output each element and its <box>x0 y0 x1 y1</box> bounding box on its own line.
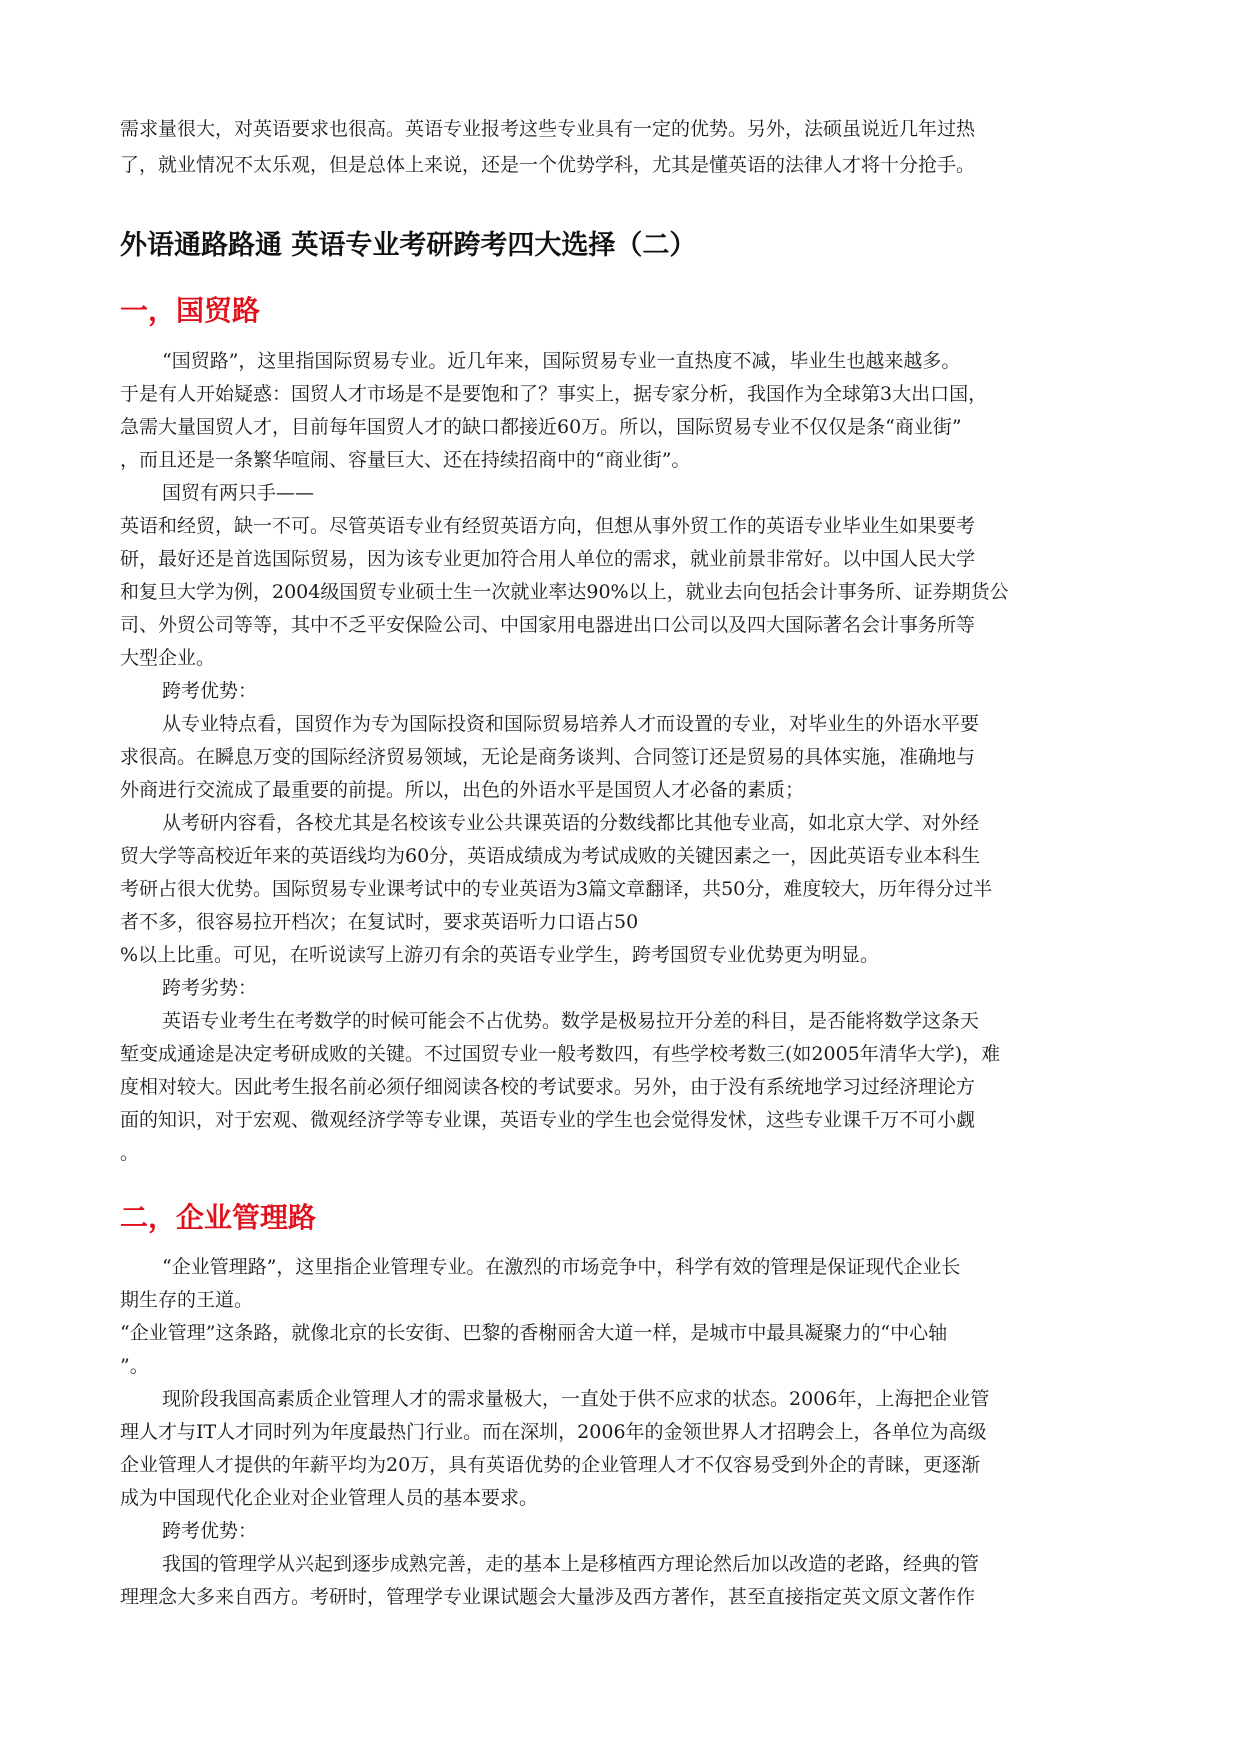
paragraph-line: 从考研内容看，各校尤其是名校该专业公共课英语的分数线都比其他专业高，如北京大学、对外经 <box>162 812 980 834</box>
intro-line: 了，就业情况不太乐观，但是总体上来说，还是一个优势学科，尤其是懂英语的法律人才将十分抢手。 <box>120 154 976 176</box>
intro-line: 需求量很大，对英语要求也很高。英语专业报考这些专业具有一定的优势。另外，法硕虽说近几年过热 <box>120 118 976 140</box>
paragraph-line: 我国的管理学从兴起到逐步成熟完善，走的基本上是移植西方理论然后加以改造的老路，经典的管 <box>162 1553 980 1575</box>
section-heading-trade: 一，国贸路 <box>120 294 261 327</box>
paragraph-line: 于是有人开始疑惑：国贸人才市场是不是要饱和了？事实上，据专家分析，我国作为全球第3大出口国， <box>120 383 988 405</box>
paragraph-line: “企业管理路”，这里指企业管理专业。在激烈的市场竞争中，科学有效的管理是保证现代企业长 <box>162 1256 961 1278</box>
paragraph-line: 。 <box>120 1142 140 1164</box>
subheading-advantage: 跨考优势： <box>162 680 258 702</box>
paragraph-line: 司、外贸公司等等，其中不乏平安保险公司、中国家用电器进出口公司以及四大国际著名会计事务所等 <box>120 614 976 636</box>
paragraph-line: 贸大学等高校近年来的英语线均为60分，英语成绩成为考试成败的关键因素之一，因此英语专业本科生 <box>120 845 981 867</box>
subheading-advantage: 跨考优势： <box>162 1520 258 1542</box>
paragraph-line: 面的知识，对于宏观、微观经济学等专业课，英语专业的学生也会觉得发怵，这些专业课千万不可小觑 <box>120 1109 976 1131</box>
paragraph-line: 现阶段我国高素质企业管理人才的需求量极大，一直处于供不应求的状态。2006年，上海把企业管 <box>162 1388 990 1410</box>
paragraph-line: 国贸有两只手—— <box>162 482 315 504</box>
paragraph-line: 英语和经贸，缺一不可。尽管英语专业有经贸英语方向，但想从事外贸工作的英语专业毕业生如果要考 <box>120 515 976 537</box>
paragraph-line: 大型企业。 <box>120 647 216 669</box>
paragraph-line: 期生存的王道。 <box>120 1289 254 1311</box>
paragraph-line: ”。 <box>120 1355 149 1377</box>
paragraph-line: 考研占很大优势。国际贸易专业课考试中的专业英语为3篇文章翻译，共50分，难度较大，历年得分过半 <box>120 878 993 900</box>
paragraph-line: %以上比重。可见，在听说读写上游刃有余的英语专业学生，跨考国贸专业优势更为明显。 <box>120 944 880 966</box>
paragraph-line: 从专业特点看，国贸作为专为国际投资和国际贸易培养人才而设置的专业，对毕业生的外语水平要 <box>162 713 980 735</box>
subheading-disadvantage: 跨考劣势： <box>162 977 258 999</box>
section-heading-management: 二，企业管理路 <box>120 1201 317 1234</box>
article-title: 外语通路路通 英语专业考研跨考四大选择（二） <box>120 230 697 261</box>
paragraph-line: 求很高。在瞬息万变的国际经济贸易领域，无论是商务谈判、合同签订还是贸易的具体实施，准确地与 <box>120 746 976 768</box>
paragraph-line: “企业管理”这条路，就像北京的长安街、巴黎的香榭丽舍大道一样，是城市中最具凝聚力的“中心轴 <box>120 1322 948 1344</box>
paragraph-line: 和复旦大学为例，2004级国贸专业硕士生一次就业率达90%以上，就业去向包括会计事务所、证券期货公 <box>120 581 1009 603</box>
paragraph-line: 理理念大多来自西方。考研时，管理学专业课试题会大量涉及西方著作，甚至直接指定英文原文著作作 <box>120 1586 976 1608</box>
paragraph-line: 英语专业考生在考数学的时候可能会不占优势。数学是极易拉开分差的科目，是否能将数学这条天 <box>162 1010 980 1032</box>
paragraph-line: 堑变成通途是决定考研成败的关键。不过国贸专业一般考数四，有些学校考数三(如2005年清华大学)，难 <box>120 1043 1001 1065</box>
paragraph-line: 研，最好还是首选国际贸易，因为该专业更加符合用人单位的需求，就业前景非常好。以中国人民大学 <box>120 548 976 570</box>
paragraph-line: 度相对较大。因此考生报名前必须仔细阅读各校的考试要求。另外，由于没有系统地学习过经济理论方 <box>120 1076 976 1098</box>
paragraph-line: 者不多，很容易拉开档次；在复试时，要求英语听力口语占50 <box>120 911 639 933</box>
paragraph-line: 外商进行交流成了最重要的前提。所以，出色的外语水平是国贸人才必备的素质； <box>120 779 805 801</box>
paragraph-line: 理人才与IT人才同时列为年度最热门行业。而在深圳，2006年的金领世界人才招聘会上，各单位为高级 <box>120 1421 987 1443</box>
paragraph-line: “国贸路”，这里指国际贸易专业。近几年来，国际贸易专业一直热度不减，毕业生也越来越多。 <box>162 350 961 372</box>
paragraph-line: 急需大量国贸人才，目前每年国贸人才的缺口都接近60万。所以，国际贸易专业不仅仅是条“商业街” <box>120 416 962 438</box>
paragraph-line: 企业管理人才提供的年薪平均为20万，具有英语优势的企业管理人才不仅容易受到外企的青睐，更逐渐 <box>120 1454 981 1476</box>
paragraph-line: 成为中国现代化企业对企业管理人员的基本要求。 <box>120 1487 539 1509</box>
paragraph-line: ，而且还是一条繁华喧闹、容量巨大、还在持续招商中的“商业街”。 <box>120 449 691 471</box>
